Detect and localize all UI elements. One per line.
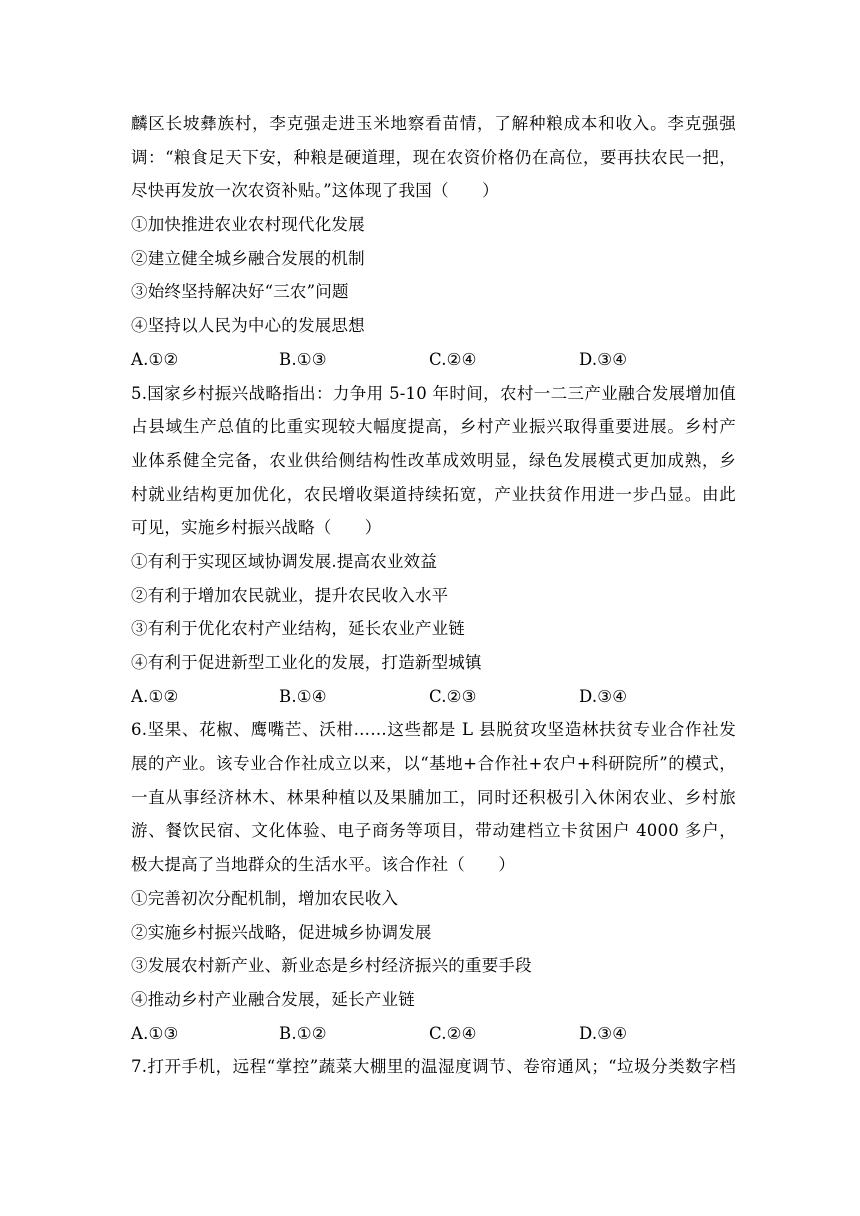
option-a: A.①②	[131, 686, 179, 706]
question-stem-line: 一直从事经济林木、林果种植以及果脯加工，同时还积极引入休闲农业、乡村旅	[131, 787, 736, 807]
statement-4: ④坚持以人民为中心的发展思想	[131, 316, 365, 336]
question-7	[131, 1050, 736, 1084]
question-6	[131, 713, 736, 1050]
question-stem-line: 麟区长坡彝族村，李克强走进玉米地察看苗情，了解种粮成本和收入。李克强强	[131, 114, 736, 133]
question-stem-line: 游、餐饮民宿、文化体验、电子商务等项目，带动建档立卡贫困户 4000 多户，	[131, 821, 736, 841]
statement-4: ④推动乡村产业融合发展，延长产业链	[131, 989, 415, 1009]
statement-3: ③发展农村新产业、新业态是乡村经济振兴的重要手段	[131, 956, 532, 976]
question-stem-line: 业体系健全完备，农业供给侧结构性改革成效明显，绿色发展模式更加成熟，乡	[131, 450, 736, 470]
question-stem-line: 占县域生产总值的比重实现较大幅度提高，乡村产业振兴取得重要进展。乡村产	[131, 417, 736, 437]
statement-2: ②实施乡村振兴战略，促进城乡协调发展	[131, 922, 432, 942]
statement-3: ③始终坚持解决好“三农”问题	[131, 282, 349, 302]
question-stem-line: 展的产业。该专业合作社成立以来，以“基地+合作社+农户+科研院所”的模式，	[131, 754, 736, 774]
option-b: B.①④	[279, 686, 327, 706]
question-stem-line: 调：“粮食足天下安，种粮是硬道理，现在农资价格仍在高位，要再扶农民一把，	[131, 147, 736, 167]
statement-1: ①加快推进农业农村现代化发展	[131, 215, 365, 235]
option-a: A.①③	[131, 1023, 179, 1043]
statement-2: ②建立健全城乡融合发展的机制	[131, 248, 365, 268]
answer-options	[131, 680, 736, 714]
question-stem-line: 村就业结构更加优化，农民增收渠道持续拓宽，产业扶贫作用进一步凸显。由此	[131, 484, 736, 504]
question-stem-line: 6.坚果、花椒、鹰嘴芒、沃柑……这些都是 L 县脱贫攻坚造林扶贫专业合作社发	[131, 720, 736, 740]
question-stem-line: 尽快再发放一次农资补贴。”这体现了我国（ ）	[131, 181, 499, 201]
statement-3: ③有利于优化农村产业结构，延长农业产业链	[131, 619, 465, 639]
option-c: C.②③	[429, 686, 477, 706]
statement-2: ②有利于增加农民就业，提升农民收入水平	[131, 585, 449, 605]
question-stem-line: 7.打开手机，远程“掌控”蔬菜大棚里的温湿度调节、卷帘通风；“垃圾分类数字档	[131, 1057, 736, 1077]
question-4	[131, 107, 736, 377]
question-stem-line: 极大提高了当地群众的生活水平。该合作社（ ）	[131, 855, 516, 875]
statement-4: ④有利于促进新型工业化的发展，打造新型城镇	[131, 653, 482, 672]
option-b: B.①③	[279, 349, 327, 369]
option-a: A.①②	[131, 349, 179, 369]
document-page	[131, 107, 736, 1084]
statement-1: ①有利于实现区域协调发展.提高农业效益	[131, 551, 438, 571]
option-d: D.③④	[579, 686, 628, 706]
answer-options	[131, 343, 736, 377]
option-c: C.②④	[429, 1023, 477, 1043]
answer-options	[131, 1017, 736, 1051]
question-stem-line: 可见，实施乡村振兴战略（ ）	[131, 518, 382, 538]
option-c: C.②④	[429, 349, 477, 369]
question-5	[131, 377, 736, 714]
option-d: D.③④	[579, 349, 628, 369]
question-stem-line: 5.国家乡村振兴战略指出：力争用 5-10 年时间，农村一二三产业融合发展增加值	[131, 383, 736, 403]
option-b: B.①②	[279, 1023, 327, 1043]
option-d: D.③④	[579, 1023, 628, 1043]
statement-1: ①完善初次分配机制，增加农民收入	[131, 888, 399, 908]
